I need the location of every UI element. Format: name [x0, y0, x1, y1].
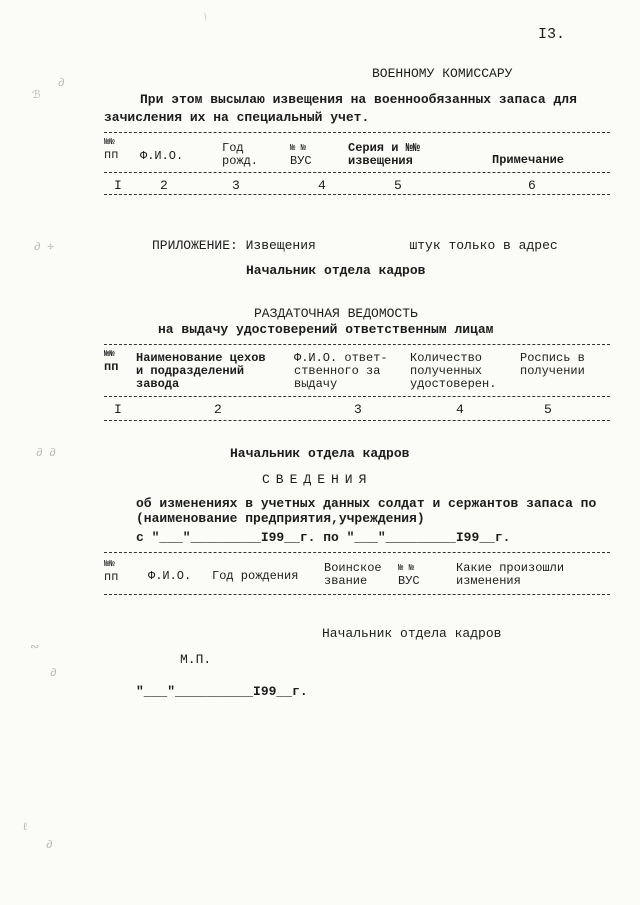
letter-line-2: зачисления их на специальный учет.: [104, 110, 370, 125]
statement-subtitle: на выдачу удостоверений ответственным лицам: [158, 322, 494, 337]
letter-line-1: При этом высылаю извещения на военнообязанных запаса для: [140, 92, 577, 107]
pencil-mark: ∂: [50, 668, 57, 680]
col-number: 5: [544, 402, 552, 417]
pencil-mark: ∾: [30, 642, 40, 654]
signature: Начальник отдела кадров: [246, 263, 426, 278]
info-title: СВЕДЕНИЯ: [262, 472, 373, 487]
signature: Начальник отдела кадров: [230, 446, 410, 461]
col-header-changes: Какие произошли изменения: [456, 561, 565, 588]
pencil-mark: ∂ ∻: [34, 242, 54, 254]
page-number: I3.: [538, 26, 566, 43]
col-number: I: [114, 402, 122, 417]
col-number: 2: [160, 178, 168, 193]
table-rule: [104, 194, 610, 195]
signature: Начальник отдела кадров: [322, 626, 502, 641]
col-header-rank: Воинское звание: [324, 561, 382, 588]
pencil-mark: ℓ: [22, 822, 29, 834]
col-header-num: №№ пп: [104, 559, 119, 584]
col-header-vus: № № ВУС: [290, 143, 312, 168]
info-line-1: об изменениях в учетных данных солдат и сержантов запаса по: [136, 496, 597, 511]
col-header-birth-year: Год рождения: [212, 569, 299, 583]
table-rule: [104, 132, 610, 133]
col-header-series: Серия и №№ извещения: [348, 141, 421, 168]
col-header-num: №№ пп: [104, 349, 119, 374]
col-header-signature: Роспись в получении: [520, 351, 585, 378]
table-rule: [104, 396, 610, 397]
col-header-note: Примечание: [492, 153, 565, 167]
pencil-mark: ⁄: [200, 11, 213, 25]
statement-title: РАЗДАТОЧНАЯ ВЕДОМОСТЬ: [254, 306, 418, 321]
pencil-mark: ∂ ∂: [36, 448, 56, 460]
col-header-vus: № № ВУС: [398, 563, 420, 588]
table-rule: [104, 594, 610, 595]
col-header-year: Год рожд.: [222, 141, 259, 168]
table-rule: [104, 420, 610, 421]
info-period: с "___"_________I99__г. по "___"_________I99__г.: [136, 530, 511, 545]
addressee: ВОЕННОМУ КОМИССАРУ: [372, 66, 513, 81]
attachment-line: ПРИЛОЖЕНИЕ: Извещения штук только в адрес: [152, 238, 558, 253]
pencil-mark: ∂: [58, 78, 65, 90]
col-number: 4: [456, 402, 464, 417]
col-number: 6: [528, 178, 536, 193]
info-line-2: (наименование предприятия,учреждения): [136, 511, 425, 526]
date-line: "___"__________I99__г.: [136, 684, 308, 699]
col-number: 3: [232, 178, 240, 193]
col-header-responsible: Ф.И.О. ответ- ственного за выдачу: [294, 351, 388, 391]
col-number: 5: [394, 178, 402, 193]
stamp-place: М.П.: [180, 652, 212, 667]
col-number: I: [114, 178, 122, 193]
col-header-quantity: Количество полученных удостоверен.: [410, 351, 497, 391]
col-number: 3: [354, 402, 362, 417]
table-rule: [104, 344, 610, 345]
pencil-mark: ℬ: [32, 90, 41, 102]
col-header-units: Наименование цехов и подразделений завода: [136, 351, 266, 391]
col-number: 4: [318, 178, 326, 193]
col-header-num: №№ пп: [104, 137, 119, 162]
table-rule: [104, 172, 610, 173]
col-header-fio: Ф.И.О.: [140, 149, 184, 163]
pencil-mark: ∂: [46, 840, 53, 852]
col-header-fio: Ф.И.О.: [148, 569, 192, 583]
col-number: 2: [214, 402, 222, 417]
table-rule: [104, 552, 610, 553]
